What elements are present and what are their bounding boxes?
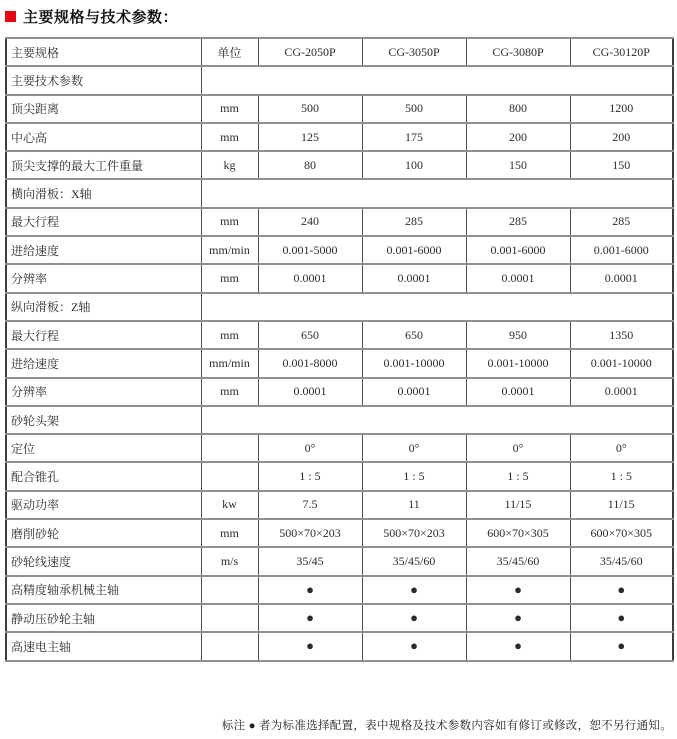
value-cell: 1 : 5 xyxy=(570,462,673,490)
value-cell: ● xyxy=(466,576,570,604)
footnote: 标注 ● 者为标准选择配置，表中规格及技术参数内容如有修订或修改，恕不另行通知。 xyxy=(221,720,672,732)
unit-cell: mm xyxy=(201,208,258,236)
row-label: 中心高 xyxy=(6,123,201,151)
page-title: 主要规格与技术参数： xyxy=(23,9,179,26)
header-spec: 主要规格 xyxy=(6,38,201,66)
row-label: 高精度轴承机械主轴 xyxy=(6,576,201,604)
row-label: 砂轮头架 xyxy=(6,406,201,434)
value-cell: 11 xyxy=(362,491,466,519)
value-cell: 1200 xyxy=(570,95,673,123)
value-cell: 200 xyxy=(570,123,673,151)
row-label: 配合锥孔 xyxy=(6,462,201,490)
value-cell: 0.0001 xyxy=(466,264,570,292)
value-cell: 35/45/60 xyxy=(362,547,466,575)
unit-cell xyxy=(201,576,258,604)
page-title-bar xyxy=(5,6,178,27)
value-cell: 650 xyxy=(258,321,362,349)
row-label: 纵向滑板：Z轴 xyxy=(6,293,201,321)
value-cell: 0° xyxy=(570,434,673,462)
value-cell: ● xyxy=(570,604,673,632)
value-cell: 35/45/60 xyxy=(466,547,570,575)
row-label: 最大行程 xyxy=(6,208,201,236)
row-label: 定位 xyxy=(6,434,201,462)
table-row xyxy=(6,547,673,575)
value-cell: 0° xyxy=(362,434,466,462)
value-cell: 150 xyxy=(570,151,673,179)
value-cell: 0.0001 xyxy=(362,378,466,406)
value-cell: 0.001-10000 xyxy=(570,349,673,377)
value-cell: 100 xyxy=(362,151,466,179)
value-cell: 1 : 5 xyxy=(466,462,570,490)
section-row xyxy=(6,179,673,207)
unit-cell: mm xyxy=(201,264,258,292)
row-label: 分辨率 xyxy=(6,264,201,292)
value-cell: ● xyxy=(258,632,362,660)
row-label: 顶尖距离 xyxy=(6,95,201,123)
value-cell: 1350 xyxy=(570,321,673,349)
unit-cell: m/s xyxy=(201,547,258,575)
unit-cell: kw xyxy=(201,491,258,519)
value-cell: ● xyxy=(466,604,570,632)
table-row xyxy=(6,236,673,264)
row-label: 驱动功率 xyxy=(6,491,201,519)
section-empty-cell xyxy=(201,179,673,207)
value-cell: 0.001-5000 xyxy=(258,236,362,264)
value-cell: 35/45/60 xyxy=(570,547,673,575)
value-cell: 1 : 5 xyxy=(258,462,362,490)
header-model-3: CG-3080P xyxy=(466,38,570,66)
value-cell: 0° xyxy=(466,434,570,462)
value-cell: 650 xyxy=(362,321,466,349)
section-empty-cell xyxy=(201,293,673,321)
value-cell: 175 xyxy=(362,123,466,151)
row-label: 横向滑板：X轴 xyxy=(6,179,201,207)
value-cell: 600×70×305 xyxy=(466,519,570,547)
table-row xyxy=(6,576,673,604)
table-row xyxy=(6,632,673,660)
row-label: 进给速度 xyxy=(6,349,201,377)
value-cell: 11/15 xyxy=(570,491,673,519)
unit-cell: kg xyxy=(201,151,258,179)
unit-cell: mm/min xyxy=(201,349,258,377)
value-cell: 0.001-6000 xyxy=(466,236,570,264)
value-cell: 285 xyxy=(466,208,570,236)
section-row xyxy=(6,293,673,321)
value-cell: 1 : 5 xyxy=(362,462,466,490)
table-row xyxy=(6,462,673,490)
value-cell: 0.001-10000 xyxy=(466,349,570,377)
table-row xyxy=(6,208,673,236)
value-cell: ● xyxy=(258,576,362,604)
value-cell: ● xyxy=(466,632,570,660)
value-cell: 0.0001 xyxy=(570,378,673,406)
unit-cell xyxy=(201,462,258,490)
value-cell: 0° xyxy=(258,434,362,462)
section-row xyxy=(6,66,673,94)
value-cell: 285 xyxy=(362,208,466,236)
unit-cell xyxy=(201,434,258,462)
value-cell: ● xyxy=(362,632,466,660)
value-cell: 150 xyxy=(466,151,570,179)
table-row xyxy=(6,434,673,462)
value-cell: ● xyxy=(570,576,673,604)
table-row xyxy=(6,264,673,292)
table-row xyxy=(6,151,673,179)
table-row xyxy=(6,321,673,349)
value-cell: 0.001-6000 xyxy=(570,236,673,264)
value-cell: 500 xyxy=(362,95,466,123)
section-empty-cell xyxy=(201,66,673,94)
table-row xyxy=(6,604,673,632)
row-label: 分辨率 xyxy=(6,378,201,406)
value-cell: 240 xyxy=(258,208,362,236)
value-cell: ● xyxy=(570,632,673,660)
row-label: 磨削砂轮 xyxy=(6,519,201,547)
unit-cell: mm/min xyxy=(201,236,258,264)
value-cell: ● xyxy=(362,576,466,604)
spec-table xyxy=(5,37,674,662)
unit-cell: mm xyxy=(201,378,258,406)
value-cell: ● xyxy=(258,604,362,632)
row-label: 最大行程 xyxy=(6,321,201,349)
row-label: 进给速度 xyxy=(6,236,201,264)
value-cell: 0.001-8000 xyxy=(258,349,362,377)
value-cell: 0.0001 xyxy=(362,264,466,292)
value-cell: 600×70×305 xyxy=(570,519,673,547)
row-label: 顶尖支撑的最大工件重量 xyxy=(6,151,201,179)
value-cell: ● xyxy=(362,604,466,632)
value-cell: 0.0001 xyxy=(466,378,570,406)
row-label: 高速电主轴 xyxy=(6,632,201,660)
value-cell: 0.0001 xyxy=(258,378,362,406)
value-cell: 500 xyxy=(258,95,362,123)
value-cell: 0.001-10000 xyxy=(362,349,466,377)
table-row xyxy=(6,519,673,547)
header-model-2: CG-3050P xyxy=(362,38,466,66)
value-cell: 0.0001 xyxy=(570,264,673,292)
section-empty-cell xyxy=(201,406,673,434)
value-cell: 950 xyxy=(466,321,570,349)
value-cell: 125 xyxy=(258,123,362,151)
table-row xyxy=(6,95,673,123)
header-unit: 单位 xyxy=(201,38,258,66)
value-cell: 500×70×203 xyxy=(362,519,466,547)
unit-cell xyxy=(201,632,258,660)
table-row xyxy=(6,491,673,519)
unit-cell: mm xyxy=(201,95,258,123)
section-row xyxy=(6,406,673,434)
value-cell: 0.0001 xyxy=(258,264,362,292)
value-cell: 285 xyxy=(570,208,673,236)
unit-cell: mm xyxy=(201,321,258,349)
unit-cell: mm xyxy=(201,123,258,151)
table-row xyxy=(6,378,673,406)
header-model-4: CG-30120P xyxy=(570,38,673,66)
header-model-1: CG-2050P xyxy=(258,38,362,66)
value-cell: 35/45 xyxy=(258,547,362,575)
value-cell: 7.5 xyxy=(258,491,362,519)
value-cell: 500×70×203 xyxy=(258,519,362,547)
table-row xyxy=(6,349,673,377)
value-cell: 200 xyxy=(466,123,570,151)
row-label: 静动压砂轮主轴 xyxy=(6,604,201,632)
value-cell: 800 xyxy=(466,95,570,123)
header-row xyxy=(6,38,673,66)
unit-cell xyxy=(201,604,258,632)
value-cell: 80 xyxy=(258,151,362,179)
row-label: 砂轮线速度 xyxy=(6,547,201,575)
unit-cell: mm xyxy=(201,519,258,547)
value-cell: 0.001-6000 xyxy=(362,236,466,264)
section-marker-icon xyxy=(5,11,16,22)
value-cell: 11/15 xyxy=(466,491,570,519)
table-row xyxy=(6,123,673,151)
spec-table-body xyxy=(6,66,673,660)
row-label: 主要技术参数 xyxy=(6,66,201,94)
